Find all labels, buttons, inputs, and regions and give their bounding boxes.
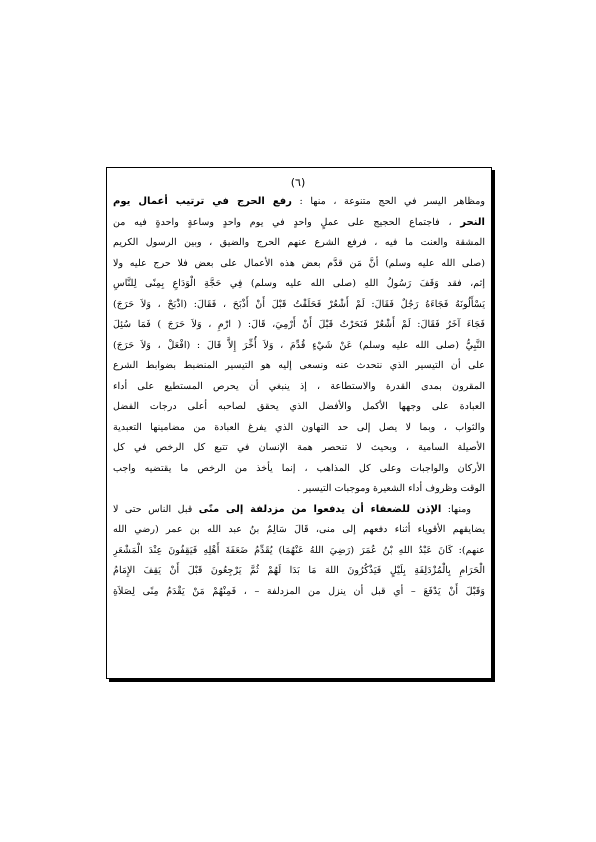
text-segment: على أن التيسير الذي نتحدث عنه ونسعى إليه هو التيسير المنضبط بضوابط الشرع	[113, 360, 485, 371]
text-line	[113, 377, 485, 398]
text-line	[113, 520, 485, 541]
text-segment: ومظاهر اليسر في الحج متنوعة ، منها :	[291, 196, 485, 207]
text-line	[113, 295, 485, 316]
text-line	[113, 541, 485, 562]
text-line	[113, 336, 485, 357]
text-segment: الْحَرَامِ بِالْمُزْدَلِفَةِ بِلَيْلٍ فَيَذْكُرُونَ اللهَ مَا بَدَا لَهُمْ ثُمَّ يَرْجِعُونَ قَبْلَ أَنْ يَقِفَ الإِمَامُ	[113, 565, 485, 576]
text-line	[113, 479, 485, 500]
text-line	[113, 274, 485, 295]
text-segment: الوقت وظروف أداء الشعيرة وموجبات التيسير .	[297, 483, 485, 494]
text-segment: المقرون بمدى القدرة والاستطاعة ، إذ ينبغي أن يحرص المستطيع على أداء	[113, 380, 485, 392]
bold-phrase: الإذن للضعفاء أن يدفعوا من مزدلفة إلى منًى	[198, 503, 442, 515]
text-line	[113, 500, 485, 521]
text-segment: فَجَاءَ آخَرُ فَقَالَ: لَمْ أَشْعُرْ فَنَحَرْتُ قَبْلَ أَنْ أَرْمِيَ، قَالَ: ( ارْمِ ، وَلاَ حَرَجَ ) فَمَا سُئِلَ	[113, 319, 485, 330]
text-segment: الأصيلة السامية ، وبحيث لا تنحصر همة الإنسان في تتبع كل الرخص في كل	[113, 442, 485, 453]
text-line	[113, 254, 485, 275]
text-line	[113, 356, 485, 377]
text-segment: إثم، فقد وَقَفَ رَسُولُ اللهِ (صلى الله عليه وسلم) فِي حَجَّةِ الْوَدَاعِ بِمِنًى لِلنَّاسِ	[113, 278, 485, 289]
text-segment: والثواب ، وبما لا يصل إلى حد التهاون الذي يفرغ العبادة من مضامينها التعبدية	[113, 421, 485, 433]
text-segment: العبادة على وجهها الأكمل والأفضل الذي يحقق لصاحبه أعلى درجات الفضل	[113, 401, 485, 412]
bold-phrase: النحر	[460, 216, 485, 228]
text-line	[113, 561, 485, 582]
page-number: (٦)	[290, 176, 306, 189]
text-segment: ومنها:	[441, 503, 472, 515]
text-line	[113, 192, 485, 213]
text-segment: الأركان والواجبات وعلى كل المذاهب ، إنما يأخذ من الرخص ما يقتضيه واجب	[113, 462, 485, 474]
body-text	[113, 192, 485, 602]
text-segment: عنهم): كَانَ عَبْدُ اللهِ بْنُ عُمَرَ (رَضِيَ اللهُ عَنْهُمَا) يُقَدِّمُ ضَعَفَةَ أَهْلِهِ فَيَقِفُونَ عِنْدَ الْمَشْعَرِ	[113, 544, 485, 556]
text-segment: وَقَبْلَ أَنْ يَدْفَعَ – أي قبل أن ينزل من المزدلفة – ، فَمِنْهُمْ مَنْ يَقْدَمُ مِنًى لِصَلاَةِ	[113, 585, 485, 597]
text-line	[113, 418, 485, 439]
text-segment: النَّبِيُّ (صلى الله عليه وسلم) عَنْ شَيْءٍ قُدِّمَ ، وَلاَ أُخِّرَ إِلاَّ قَالَ : (افْعَلْ ، وَلاَ حَرَجَ)	[113, 339, 485, 351]
text-line	[113, 459, 485, 480]
text-segment: المشقة والعنت ما فيه ، فرفع الشرع عنهم الحرج والضيق ، وبين الرسول الكريم	[113, 237, 485, 248]
text-segment: قبل الناس حتى لا	[113, 503, 199, 515]
text-segment: يَسْأَلُونَهُ فَجَاءَهُ رَجُلٌ فَقَالَ: لَمْ أَشْعُرْ فَحَلَقْتُ قَبْلَ أَنْ أَذْبَحَ ، فَقَالَ: (اذْبَحْ ، وَلاَ حَرَجَ)	[113, 298, 485, 310]
text-line	[113, 213, 485, 234]
text-segment: يضايقهم الأقوياء أثناء دفعهم إلى منى، قَالَ سَالِمٌ بنُ عبد الله بن عمر (رضي الله	[113, 524, 485, 535]
text-segment: (صلى الله عليه وسلم) أنَّ مَن قدَّم بعض هذه الأعمال على بعض فلا حرج عليه ولا	[113, 257, 485, 269]
text-line	[113, 233, 485, 254]
text-line	[113, 438, 485, 459]
text-line	[113, 397, 485, 418]
bold-phrase: رفع الحرج في ترتيب أعمال يوم	[113, 196, 292, 207]
text-segment: ، فاجتماع الحجيج على عملٍ واحدٍ في يوم واحدٍ وساعةٍ واحدةٍ فيه من	[113, 216, 461, 228]
text-line	[113, 315, 485, 336]
text-line	[113, 582, 485, 603]
